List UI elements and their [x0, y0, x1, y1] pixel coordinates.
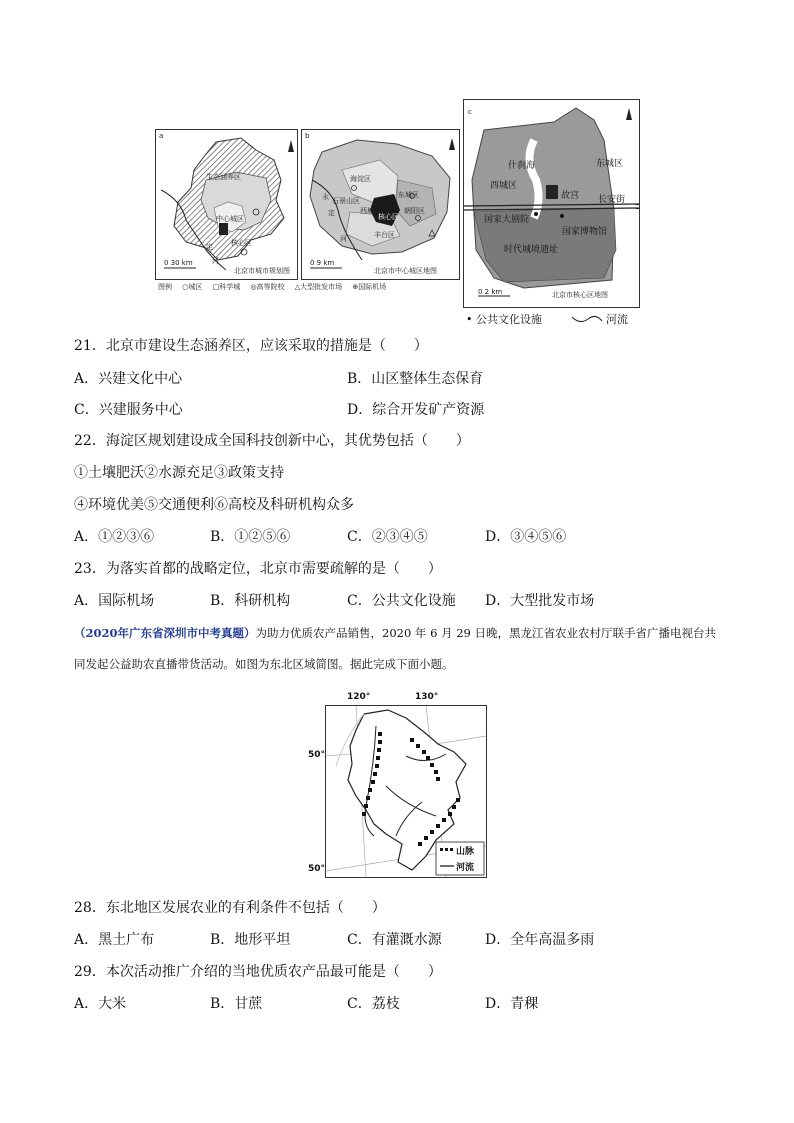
map-a-city-label: 中心城区: [216, 215, 244, 223]
q21-option-b[interactable]: B．山区整体生态保育: [347, 371, 484, 387]
q23-option-c[interactable]: C．公共文化设施: [347, 593, 456, 609]
q28-option-d[interactable]: D．全年高温多雨: [485, 932, 595, 948]
map-a-title: 北京市城市规划图: [234, 267, 290, 275]
q29-option-b[interactable]: B．甘蔗: [210, 996, 263, 1012]
map-c-label-grand-theater: 国家大剧院: [484, 215, 530, 225]
legend-river-label: 河流: [456, 863, 475, 873]
q22-option-d[interactable]: D．③④⑤⑥: [485, 529, 567, 545]
legend-wholesale: △大型批发市场: [294, 283, 343, 291]
map-b-label-shijingshan: 石景山区: [332, 197, 360, 205]
q23-option-b[interactable]: B．科研机构: [210, 593, 291, 609]
legend-city: ○城区: [182, 283, 203, 291]
legend-title: 图例: [158, 283, 172, 291]
q28-option-a[interactable]: A．黑土广布: [74, 932, 155, 948]
map-a-scale: 0 30 km: [164, 259, 193, 267]
lat-bottom-label: 50°: [308, 864, 326, 874]
map-b-river-char-2: 定: [328, 209, 335, 217]
map-a-region-label: 生态涵养区: [206, 173, 241, 181]
map-b-label-chaoyang: 朝阳区: [404, 207, 425, 215]
map-b-graphic: [302, 130, 459, 279]
q21-stem: 21．北京市建设生态涵养区，应该采取的措施是（ ）: [74, 338, 428, 354]
map-b-label-fengtai: 丰台区: [374, 231, 395, 239]
map-c-label-xicheng: 西城区: [490, 181, 518, 191]
map-b-label-xicheng: 西城区: [360, 207, 381, 215]
q29-option-d[interactable]: D．青稞: [485, 996, 539, 1012]
map-a-river-char-1: 定: [206, 243, 213, 251]
legend-science-city: □科学城: [212, 283, 241, 291]
q23-option-a[interactable]: A．国际机场: [74, 593, 155, 609]
map-legend: [158, 282, 394, 292]
map-c-label-national-museum: 国家博物馆: [562, 227, 608, 237]
q23-stem: 23．为落实首都的战略定位，北京市需要疏解的是（ ）: [74, 561, 442, 577]
q28-stem: 28．东北地区发展农业的有利条件不包括（ ）: [74, 900, 386, 916]
map-c-title: 北京市核心区地图: [552, 291, 608, 299]
river-legend-icon: [570, 313, 604, 325]
legend-university: ◎高等院校: [250, 283, 285, 291]
q29-option-c[interactable]: C．荔枝: [347, 996, 400, 1012]
map-b-label-core: 核心区: [378, 213, 399, 221]
q21-option-a[interactable]: A．兴建文化中心: [74, 371, 183, 387]
lon-130-label: 130°: [415, 692, 439, 702]
map-a-core-label: 核心区: [231, 239, 252, 247]
q29-option-a[interactable]: A．大米: [74, 996, 127, 1012]
q28-option-c[interactable]: C．有灌溉水源: [347, 932, 442, 948]
map-a: [155, 129, 298, 280]
map-c-label-dongcheng: 东城区: [596, 159, 624, 169]
material-source: （2020年广东省深圳市中考真题）: [74, 626, 256, 640]
map-c: [463, 99, 640, 308]
q22-option-a[interactable]: A．①②③⑥: [74, 529, 155, 545]
map-b-river-char-1: 永: [322, 193, 329, 201]
q21-option-d[interactable]: D．综合开发矿产资源: [347, 402, 485, 418]
map-a-letter: a: [159, 132, 164, 140]
map-b-label-dongcheng: 东城区: [398, 191, 419, 199]
map-b-title: 北京市中心城区地图: [374, 267, 437, 275]
map-b: [301, 129, 460, 280]
legend-mountain-label: 山脉: [456, 847, 475, 857]
material-intro: [74, 618, 724, 680]
q28-option-b[interactable]: B．地形平坦: [210, 932, 291, 948]
map-c-label-changanjie: 长安街: [598, 195, 626, 205]
q22-option-b[interactable]: B．①②⑤⑥: [210, 529, 291, 545]
q21-option-c[interactable]: C．兴建服务中心: [74, 402, 183, 418]
map-c-letter: c: [468, 108, 472, 116]
map-a-river-char-2: 河: [212, 257, 219, 265]
map-b-scale: 0 9 km: [310, 259, 335, 267]
map-c-legend-facility: • 公共文化设施: [466, 313, 542, 326]
northeast-map: [325, 705, 487, 878]
map-c-label-ruins: 时代城境遗址: [504, 245, 559, 255]
map-c-label-gugong: 故宫: [561, 191, 580, 201]
lat-top-label: 50°: [308, 750, 326, 760]
q23-option-d[interactable]: D．大型批发市场: [485, 593, 595, 609]
map-a-graphic: [156, 130, 297, 279]
q22-line1: ①土壤肥沃②水源充足③政策支持: [74, 465, 284, 481]
lon-120-label: 120°: [347, 692, 371, 702]
q22-option-c[interactable]: C．②③④⑤: [347, 529, 428, 545]
map-c-scale: 0 2 km: [478, 288, 503, 296]
map-b-label-haidian: 海淀区: [350, 175, 371, 183]
map-b-river-char-3: 河: [340, 235, 347, 243]
legend-airport: ⊕国际机场: [352, 283, 387, 291]
q22-stem: 22．海淀区规划建设成全国科技创新中心，其优势包括（ ）: [74, 433, 470, 449]
material-text: 为助力优质农产品销售，2020 年 6 月 29 日晚，黑龙江省农业农村厅联手省广播电视台共同发起公益助农直播带货活动。如图为东北区域简图。据此完成下面小题。: [74, 626, 717, 671]
map-c-label-shichahai: 什刹海: [508, 161, 536, 171]
map-b-letter: b: [305, 132, 310, 140]
map-c-legend-river: 河流: [606, 313, 628, 326]
q29-stem: 29．本次活动推广介绍的当地优质农产品最可能是（ ）: [74, 964, 442, 980]
q22-line2: ④环境优美⑤交通便利⑥高校及科研机构众多: [74, 497, 354, 513]
